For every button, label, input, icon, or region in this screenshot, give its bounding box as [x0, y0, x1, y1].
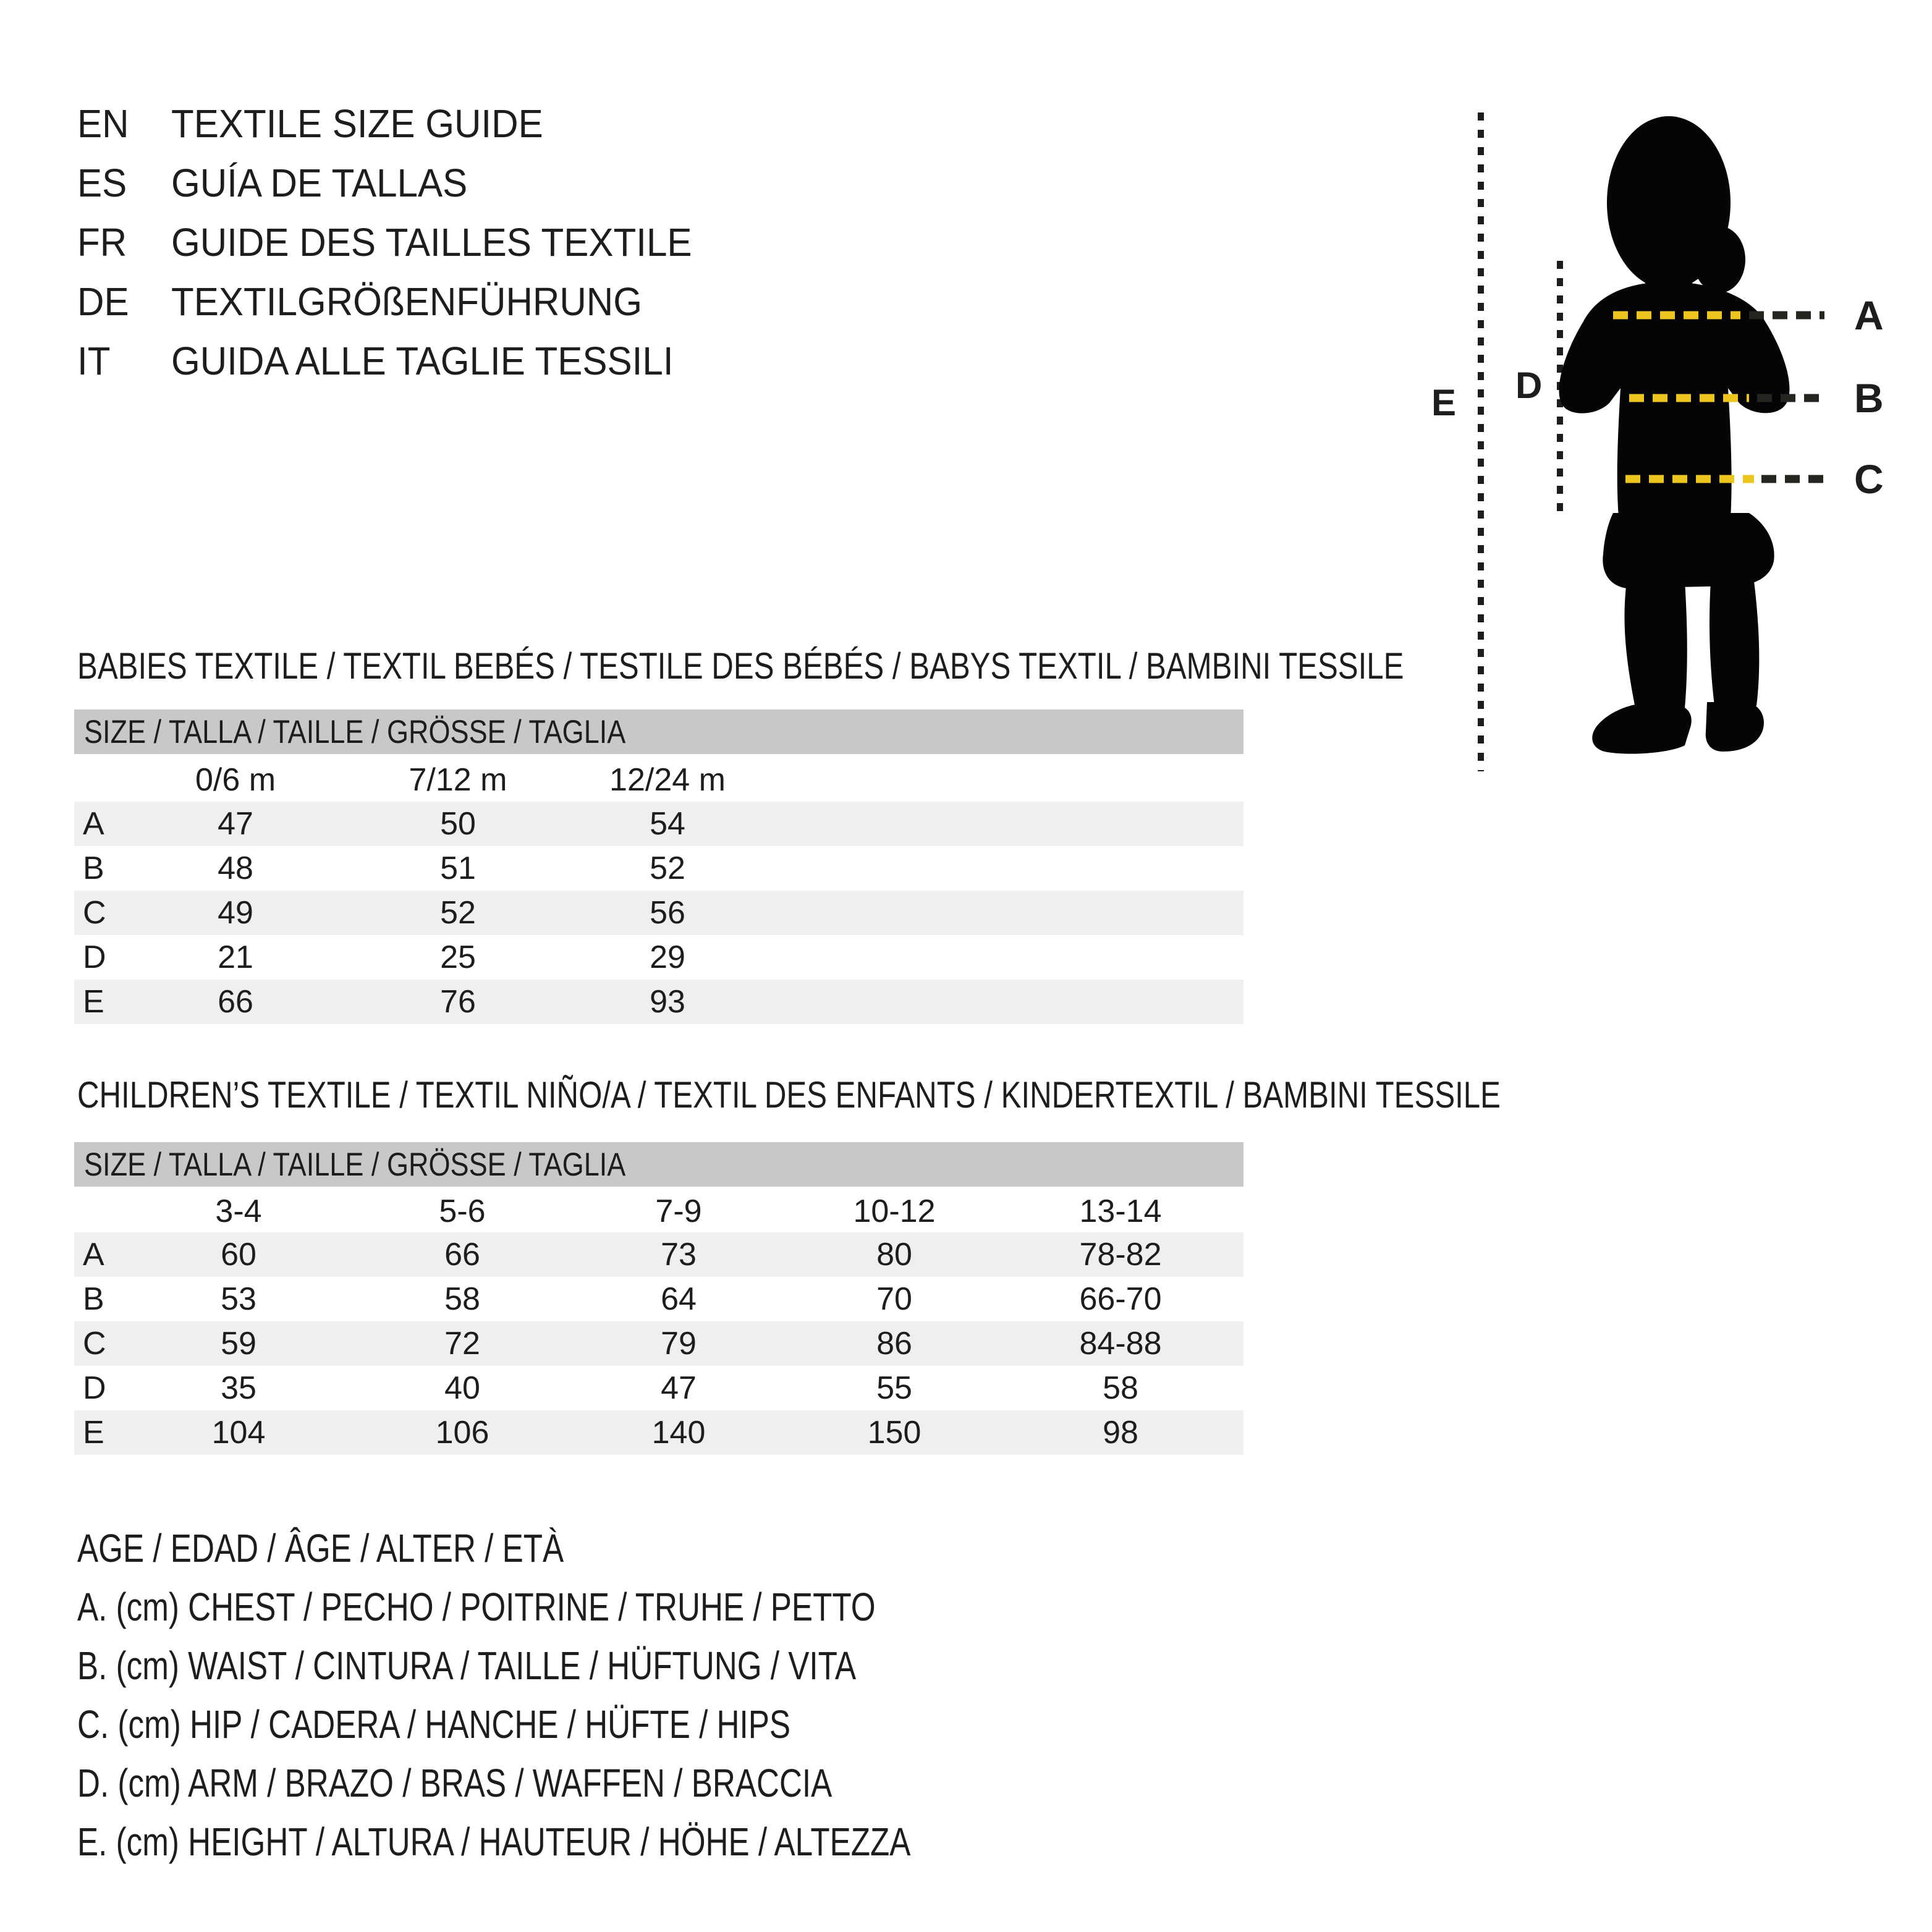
table-cell: 52 — [650, 850, 685, 886]
table-cell: 35 — [221, 1370, 256, 1406]
table-cell: 52 — [440, 895, 476, 931]
table-cell: 106 — [435, 1415, 489, 1451]
child-measurement-diagram — [1347, 56, 1932, 834]
guide-title-en: TEXTILE SIZE GUIDE — [171, 101, 543, 146]
legend-line-age: AGE / EDAD / ÂGE / ALTER / ETÀ — [77, 1526, 564, 1570]
table-cell: 58 — [444, 1281, 480, 1317]
hip-label: C — [1854, 456, 1884, 502]
table-cell: 47 — [661, 1370, 697, 1406]
table-cell: 66 — [444, 1237, 480, 1273]
table-cell: 140 — [651, 1415, 706, 1451]
table-cell: 55 — [876, 1370, 912, 1406]
row-label: A — [83, 806, 104, 842]
table-cell: 59 — [221, 1326, 256, 1362]
table-row — [74, 1410, 1244, 1455]
table-cell: 104 — [211, 1415, 266, 1451]
row-label: E — [83, 984, 104, 1020]
legend-line-hip: C. (cm) HIP / CADERA / HANCHE / HÜFTE / HIPS — [77, 1702, 791, 1747]
language-code: FR — [77, 220, 127, 265]
table-cell: 21 — [218, 939, 253, 975]
table-cell: 48 — [218, 850, 253, 886]
table-cell: 72 — [444, 1326, 480, 1362]
table-cell: 66 — [218, 984, 253, 1020]
table-cell: 47 — [218, 806, 253, 842]
table-row — [74, 846, 1244, 891]
measurement-legend — [77, 1519, 1119, 1871]
children-size-header-bar: SIZE / TALLA / TAILLE / GRÖSSE / TAGLIA — [74, 1142, 1244, 1187]
language-code: ES — [77, 161, 127, 205]
children-column-header: 10-12 — [853, 1193, 936, 1229]
row-label: C — [83, 1326, 106, 1362]
table-cell: 78-82 — [1079, 1237, 1162, 1273]
legend-line-chest: A. (cm) CHEST / PECHO / POITRINE / TRUHE / PETTO — [77, 1585, 876, 1629]
language-row-de — [77, 272, 725, 331]
legend-line-height: E. (cm) HEIGHT / ALTURA / HAUTEUR / HÖHE / ALTEZZA — [77, 1820, 911, 1864]
table-row — [74, 1277, 1244, 1321]
children-column-header: 3-4 — [215, 1193, 262, 1229]
table-cell: 84-88 — [1079, 1326, 1162, 1362]
guide-title-es: GUÍA DE TALLAS — [171, 161, 468, 205]
table-cell: 25 — [440, 939, 476, 975]
table-cell: 51 — [440, 850, 476, 886]
row-label: E — [83, 1415, 104, 1451]
children-section-title: CHILDREN’S TEXTILE / TEXTIL NIÑO/A / TEXTIL DES ENFANTS / KINDERTEXTIL / BAMBINI TESSILE — [77, 1074, 1501, 1116]
table-cell: 66-70 — [1079, 1281, 1162, 1317]
table-cell: 80 — [876, 1237, 912, 1273]
table-row — [74, 1321, 1244, 1366]
table-cell: 64 — [661, 1281, 697, 1317]
table-cell: 86 — [876, 1326, 912, 1362]
table-row — [74, 891, 1244, 935]
table-cell: 40 — [444, 1370, 480, 1406]
table-row — [74, 980, 1244, 1024]
language-title-list — [77, 94, 725, 391]
babies-column-header: 7/12 m — [409, 762, 507, 798]
arm-label: D — [1515, 365, 1543, 406]
children-column-header: 5-6 — [439, 1193, 486, 1229]
language-row-fr — [77, 213, 725, 272]
language-code: EN — [77, 101, 129, 146]
legend-line-arm: D. (cm) ARM / BRAZO / BRAS / WAFFEN / BRACCIA — [77, 1761, 833, 1805]
row-label: B — [83, 1281, 104, 1317]
table-cell: 98 — [1103, 1415, 1138, 1451]
language-row-en — [77, 94, 725, 153]
table-row — [74, 935, 1244, 980]
table-cell: 150 — [867, 1415, 922, 1451]
table-cell: 76 — [440, 984, 476, 1020]
language-code: IT — [77, 339, 111, 383]
language-row-it — [77, 331, 725, 391]
table-row — [74, 802, 1244, 846]
guide-title-fr: GUIDE DES TAILLES TEXTILE — [171, 220, 692, 265]
table-cell: 73 — [661, 1237, 697, 1273]
table-cell: 70 — [876, 1281, 912, 1317]
chest-label: A — [1854, 292, 1884, 338]
table-cell: 93 — [650, 984, 685, 1020]
children-column-header-row — [74, 1190, 1244, 1233]
row-label: D — [83, 1370, 106, 1406]
height-label: E — [1431, 382, 1457, 423]
children-column-header: 13-14 — [1079, 1193, 1162, 1229]
table-row — [74, 1366, 1244, 1410]
babies-size-header-bar: SIZE / TALLA / TAILLE / GRÖSSE / TAGLIA — [74, 710, 1244, 754]
table-cell: 79 — [661, 1326, 697, 1362]
table-cell: 58 — [1103, 1370, 1138, 1406]
table-cell: 29 — [650, 939, 685, 975]
table-cell: 60 — [221, 1237, 256, 1273]
row-label: C — [83, 895, 106, 931]
row-label: A — [83, 1237, 104, 1273]
language-row-es — [77, 153, 725, 213]
babies-column-header: 12/24 m — [609, 762, 726, 798]
babies-column-header-row — [74, 758, 1244, 802]
row-label: B — [83, 850, 104, 886]
waist-label: B — [1854, 375, 1884, 421]
legend-line-waist: B. (cm) WAIST / CINTURA / TAILLE / HÜFTUNG / VITA — [77, 1643, 857, 1688]
row-label: D — [83, 939, 106, 975]
table-row — [74, 1232, 1244, 1277]
children-column-header: 7-9 — [655, 1193, 702, 1229]
table-cell: 53 — [221, 1281, 256, 1317]
language-code: DE — [77, 279, 129, 324]
table-cell: 49 — [218, 895, 253, 931]
table-cell: 50 — [440, 806, 476, 842]
table-cell: 54 — [650, 806, 685, 842]
table-cell: 56 — [650, 895, 685, 931]
guide-title-it: GUIDA ALLE TAGLIE TESSILI — [171, 339, 674, 383]
babies-section-title: BABIES TEXTILE / TEXTIL BEBÉS / TESTILE DES BÉBÉS / BABYS TEXTIL / BAMBINI TESSILE — [77, 645, 1404, 687]
babies-column-header: 0/6 m — [195, 762, 276, 798]
guide-title-de: TEXTILGRÖßENFÜHRUNG — [171, 279, 643, 324]
